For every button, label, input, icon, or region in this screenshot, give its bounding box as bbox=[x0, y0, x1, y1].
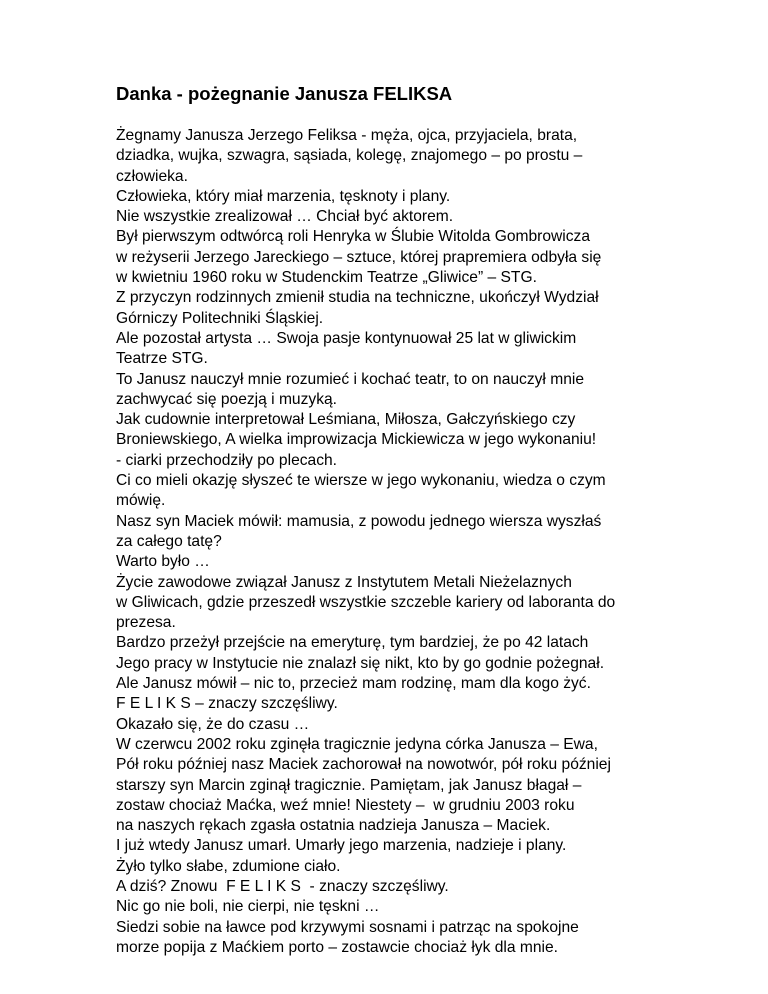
body-text-line: Nasz syn Maciek mówił: mamusia, z powodu jednego wiersza wyszłaś bbox=[116, 512, 602, 530]
body-text-line: Broniewskiego, A wielka improwizacja Mickiewicza w jego wykonaniu! bbox=[116, 431, 597, 449]
body-text-line: zostaw chociaż Maćka, weź mnie! Niestety – w grudniu 2003 roku bbox=[116, 796, 575, 814]
body-text-line: Górniczy Politechniki Śląskiej. bbox=[116, 309, 324, 327]
body-text-line: Ale Janusz mówił – nic to, przecież mam rodzinę, mam dla kogo żyć. bbox=[116, 675, 591, 693]
body-text-line: Człowieka, który miał marzenia, tęsknoty i plany. bbox=[116, 187, 451, 205]
body-text-line: Teatrze STG. bbox=[116, 350, 208, 368]
body-text-line: Warto było … bbox=[116, 553, 210, 571]
body-text-line: W czerwcu 2002 roku zginęła tragicznie jedyna córka Janusza – Ewa, bbox=[116, 735, 598, 753]
body-text-line: Siedzi sobie na ławce pod krzywymi sosnami i patrząc na spokojne bbox=[116, 918, 579, 936]
body-text-line: Nic go nie boli, nie cierpi, nie tęskni … bbox=[116, 898, 380, 916]
body-text-line: - ciarki przechodziły po plecach. bbox=[116, 451, 338, 469]
body-text-line: Jego pracy w Instytucie nie znalazł się nikt, kto by go godnie pożegnał. bbox=[116, 654, 605, 672]
body-text-line: w kwietniu 1960 roku w Studenckim Teatrze „Gliwice” – STG. bbox=[116, 269, 537, 287]
document-title: Danka - pożegnanie Janusza FELIKSA bbox=[116, 83, 453, 104]
body-text-line: za całego tatę? bbox=[116, 532, 222, 550]
document-body bbox=[116, 126, 736, 958]
body-text-line: na naszych rękach zgasła ostatnia nadzieja Janusza – Maciek. bbox=[116, 817, 551, 835]
body-text-line: I już wtedy Janusz umarł. Umarły jego marzenia, nadzieje i plany. bbox=[116, 837, 567, 855]
body-text-line: Bardzo przeżył przejście na emeryturę, tym bardziej, że po 42 latach bbox=[116, 634, 589, 652]
body-text-line: dziadka, wujka, szwagra, sąsiada, kolegę, znajomego – po prostu – bbox=[116, 147, 583, 165]
body-text-line: Ale pozostał artysta … Swoja pasje kontynuował 25 lat w gliwickim bbox=[116, 329, 577, 347]
body-text-line: Pół roku później nasz Maciek zachorował na nowotwór, pół roku później bbox=[116, 756, 611, 774]
body-text-line: Życie zawodowe związał Janusz z Instytutem Metali Nieżelaznych bbox=[116, 573, 572, 591]
body-text-line: w reżyserii Jerzego Jareckiego – sztuce, której prapremiera odbyła się bbox=[116, 248, 602, 266]
body-text-line: zachwycać się poezją i muzyką. bbox=[116, 390, 338, 408]
body-text-line: To Janusz nauczył mnie rozumieć i kochać teatr, to on nauczył mnie bbox=[116, 370, 585, 388]
body-text-line: Nie wszystkie zrealizował … Chciał być aktorem. bbox=[116, 208, 454, 226]
body-text-line: Był pierwszym odtwórcą roli Henryka w Ślubie Witolda Gombrowicza bbox=[116, 228, 591, 246]
body-text-line: mówię. bbox=[116, 492, 166, 510]
body-text-line: Ci co mieli okazję słyszeć te wiersze w jego wykonaniu, wiedza o czym bbox=[116, 472, 606, 490]
body-text-line: prezesa. bbox=[116, 614, 176, 632]
document-page bbox=[116, 82, 736, 958]
body-text-line: A dziś? Znowu F E L I K S - znaczy szczęśliwy. bbox=[116, 877, 449, 895]
body-text-line: Z przyczyn rodzinnych zmienił studia na techniczne, ukończył Wydział bbox=[116, 289, 599, 307]
body-text-line: w Gliwicach, gdzie przeszedł wszystkie szczeble kariery od laboranta do bbox=[116, 593, 616, 611]
body-text-line: F E L I K S – znaczy szczęśliwy. bbox=[116, 695, 338, 713]
body-text-line: Okazało się, że do czasu … bbox=[116, 715, 310, 733]
body-text-line: morze popija z Maćkiem porto – zostawcie chociaż łyk dla mnie. bbox=[116, 938, 559, 956]
body-text-line: starszy syn Marcin zginął tragicznie. Pamiętam, jak Janusz błagał – bbox=[116, 776, 582, 794]
body-text-line: Żegnamy Janusza Jerzego Feliksa - męża, ojca, przyjaciela, brata, bbox=[116, 127, 578, 144]
body-text-line: człowieka. bbox=[116, 167, 188, 185]
body-text-line: Żyło tylko słabe, zdumione ciało. bbox=[116, 857, 341, 875]
body-text-line: Jak cudownie interpretował Leśmiana, Miłosza, Gałczyńskiego czy bbox=[116, 411, 576, 429]
